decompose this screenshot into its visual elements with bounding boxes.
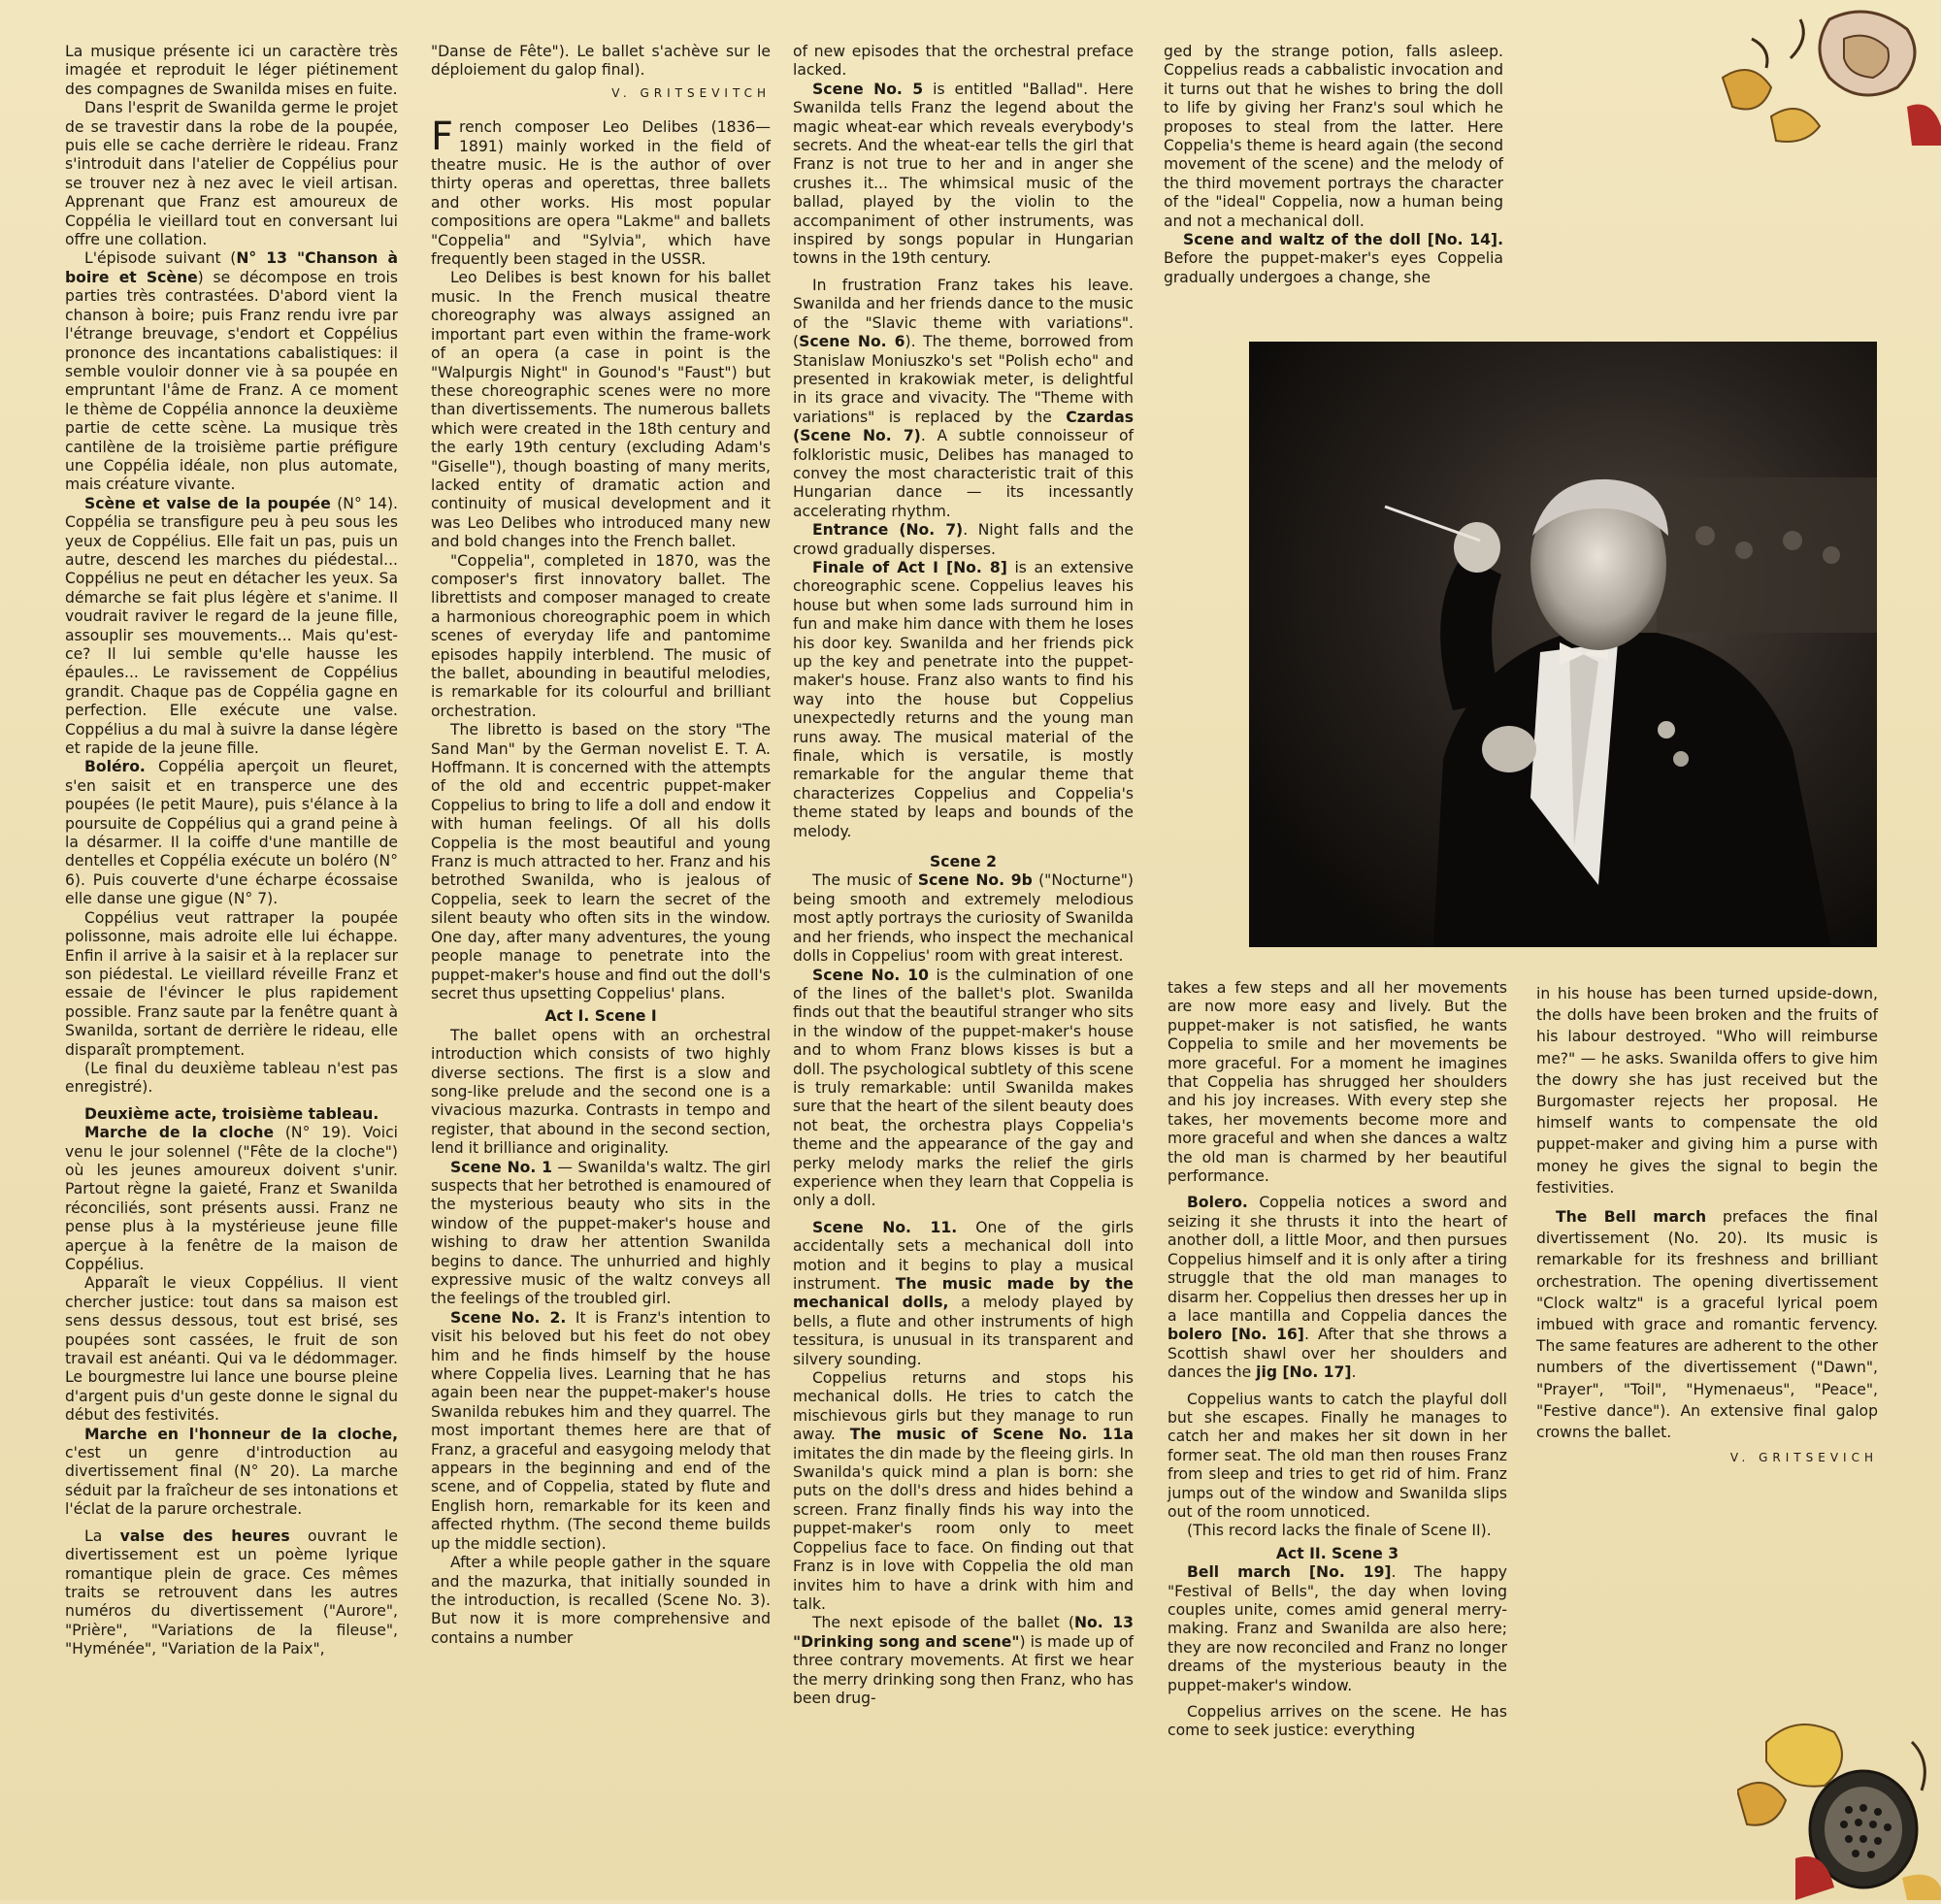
paragraph: Coppelius returns and stops his mechanical dolls. He tries to catch the mischievous girls but they manage to run away. The music of Scene No. 11a imitates the din made by the fleeing girls. In Swanilda's quick mind a plan is born: she puts on the doll's dress and hides behind a screen. Franz finally finds his way into the puppet-maker's room only to meet Coppelius face to face. On finding out that Franz is in love with Coppelia the old man invites him to have a drink with him and talk. <box>793 1369 1134 1613</box>
section-heading: Scene 2 <box>929 853 997 871</box>
paragraph: Coppélius veut rattraper la poupée polissonne, mais adroite elle lui échappe. Enfin il arrive à la saisir et à la replacer sur son piédestal. Le vieillard réveille Franz et essaie de l'évincer le plus rapidement possible. Franz saute par la fenêtre quant à Swanilda, sortant de derrière le rideau, elle disparaît promptement. <box>65 908 398 1059</box>
conductor-photo <box>1249 342 1877 947</box>
paragraph: Scene No. 2. It is Franz's intention to visit his beloved but his feet do not obey him and he finds himself by the house where Coppelia lives. Learning that he has again been near the puppet-maker's house Swanilda rebukes him and they quarrel. The most important themes here are that of Franz, a graceful and easygoing melody that appears in the beginning and end of the scene, and of Coppelia, stated by flute and English horn, remarkable for its keen and affected rhythm. (The second theme builds up the middle section). <box>431 1308 771 1553</box>
paragraph: Apparaît le vieux Coppélius. Il vient chercher justice: tout dans sa maison est sens dessus dessous, tout est brisé, ses poupées sont cassées, le fruit de son travail est anéanti. Qui va le dédommager. Le bourgmestre lui lance une bourse pleine d'argent puis d'un geste donne le signal du début des festivités. <box>65 1274 398 1425</box>
paragraph: The ballet opens with an orchestral introduction which consists of two highly diverse sections. The first is a slow and song-like prelude and the second one is a vivacious mazurka. Contrasts in tempo and register, that abound in the second section, lend it brilliance and originality. <box>431 1026 771 1158</box>
paragraph: (This record lacks the finale of Scene II). <box>1187 1522 1492 1540</box>
paragraph: French composer Leo Delibes (1836—1891) mainly worked in the field of theatre music. He is the author of over thirty operas and operettas, three ballets and other works. His most popular compositions are opera "Lakme" and ballets "Coppelia" and "Sylvia", which have frequently been staged in the USSR. <box>431 115 771 269</box>
paragraph: Scene No. 5 is entitled "Ballad". Here Swanilda tells Franz the legend about the magic wheat-ear which reveals everybody's secrets. And the wheat-ear tells the girl that Franz is not true to her and in anger she crushes it... The whimsical music of the ballad, played by the violin to the accompaniment of other instruments, was inspired by songs popular in Hungarian towns in the 19th century. <box>793 80 1135 268</box>
paragraph: Dans l'esprit de Swanilda germe le projet de se travestir dans la robe de la poupée, puis elle se cache derrière le rideau. Franz s'introduit dans l'atelier de Coppélius pour se trouver nez à nez avec le vieil artisan. Apprenant que Franz est amoureux de Coppélia le vieillard tout en conversant lui offre une collation. <box>65 99 398 249</box>
section-heading: Act II. Scene 3 <box>1275 1544 1399 1562</box>
paragraph: of new episodes that the orchestral preface lacked. <box>793 43 1134 80</box>
floral-ornament-bottom <box>1737 1703 1941 1900</box>
column-2 <box>431 43 771 1648</box>
paragraph: ged by the strange potion, falls asleep. Coppelius reads a cabbalistic invocation and it turns out that he wishes to bring the doll to life by giving her Franz's soul which he proposes to steal from the latter. Here Coppelia's theme is heard again (the second movement of the scene) and the melody of the third movement portrays the character of the "ideal" Coppelia, now a human being and not a mechanical doll. <box>1164 43 1503 230</box>
paragraph: The music of Scene No. 9b ("Nocturne") being smooth and extremely melodious most aptly portrays the curiosity of Swanilda and her friends, who inspect the mechanical dolls in Coppelius' room with great interest. <box>793 871 1134 966</box>
paragraph: Finale of Act I [No. 8] is an extensive choreographic scene. Coppelius leaves his house but when some lads surround him in fun and make him dance with them he loses his door key. Swanilda and her friends pick up the key and penetrate into the puppet-maker's house. Franz also wants to find his way into the house but Coppelius unexpectedly returns and the young man runs away. The musical material of the finale, which is versatile, is mostly remarkable for the angular theme that characterizes Coppelius and Coppelia's theme stated by leaps and bounds of the melody. <box>793 558 1135 840</box>
paragraph: After a while people gather in the square and the mazurka, that initially sounded in the introduction, is recalled (Scene No. 3). But now it is more comprehensive and contains a number <box>431 1554 771 1647</box>
floral-ornament-top <box>1713 0 1941 146</box>
column-french-1 <box>65 43 398 1659</box>
paragraph: The Bell march prefaces the final divertissement (No. 20). Its music is remarkable for its freshness and brilliant orchestration. The opening divertissement "Clock waltz" is a graceful lyrical poem imbued with grace and romantic fervency. The same features are adherent to the other numbers of the divertissement ("Dawn", "Prayer", "Toil", "Hymenaeus", "Peace", "Festive dance"). An extensive final galop crowns the ballet. <box>1536 1208 1878 1442</box>
paragraph: Boléro. Coppélia aperçoit un fleuret, s'en saisit et en transperce une des poupées (le petit Maure), puis s'élance à la poursuite de Coppélius qui a grand peine à la désarmer. Il la coiffe d'une mantille de dentelles et Coppélia exécute un boléro (N° 6). Puis couverte d'une écharpe écossaise elle danse une gigue (N° 7). <box>65 758 398 908</box>
paragraph: Coppelius arrives on the scene. He has come to seek justice: everything <box>1168 1703 1507 1740</box>
paragraph: (Le final du deuxième tableau n'est pas enregistré). <box>65 1059 398 1097</box>
paragraph: Scene No. 11. One of the girls accidentally sets a mechanical doll into motion and it begins to play a musical instrument. The music made by the mechanical dolls, a melody played by bells, a flute and other instruments of high tessitura, is unusual in its transparent and silvery sounding. <box>793 1218 1134 1368</box>
paragraph: "Coppelia", completed in 1870, was the composer's first innovatory ballet. The librettists and composer managed to create a harmonious choreographic poem in which scenes of everyday life and pantomime episodes happily interblend. The music of the ballet, abounding in beautiful melodies, is remarkable for its colourful and brilliant orchestration. <box>431 551 771 720</box>
column-4-bottom <box>1168 979 1507 1741</box>
paragraph: In frustration Franz takes his leave. Swanilda and her friends dance to the music of the "Slavic theme with variations". (Scene No. 6). The theme, borrowed from Stanislaw Moniuszko's set "Polish echo" and presented in krakowiak meter, is delightful in its grace and vivacity. The "Theme with variations" is replaced by the Czardas (Scene No. 7). A subtle connoisseur of folkloristic music, Delibes has managed to convey the most characteristic trait of this Hungarian dance — its incessantly accelerating rhythm. <box>793 276 1135 520</box>
paragraph: Marche de la cloche (N° 19). Voici venu le jour solennel ("Fête de la cloche") où les jeunes amoureux doivent s'unir. Partout règne la gaieté, Franz et Swanilda réconciliés, sont présents aussi. Franz ne pense plus à la mystérieuse jeune fille aperçue à la fenêtre de la maison de Coppélius. <box>65 1124 398 1273</box>
paragraph: Bolero. Coppelia notices a sword and seizing it she thrusts it into the heart of another doll, a little Moor, and then pursues Coppelius himself and it is only after a tiring struggle that the old man manages to disarm her. Coppelius then dresses her up in a lace mantilla and Coppelia dances the bolero [No. 16]. After that she throws a Scottish shawl over her shoulders and dances the jig [No. 17]. <box>1168 1194 1508 1382</box>
column-3 <box>793 43 1134 1708</box>
drop-cap: F <box>431 115 454 160</box>
paragraph: The next episode of the ballet (No. 13 "Drinking song and scene") is made up of three contrary movements. At first we hear the merry drinking song then Franz, who has been drug- <box>793 1614 1135 1707</box>
paragraph: La valse des heures ouvrant le divertissement est un poème lyrique romantique plein de grace. Ces mêmes traits se retrouvent dans les autres numéros du divertissement ("Aurore", "Prière", "Variations de la fileuse", "Hyménée", "Variation de la Paix", <box>65 1526 398 1658</box>
paragraph: Coppelius wants to catch the playful doll but she escapes. Finally he manages to catch her and makes her sit down in her former seat. The old man then rouses Franz from sleep and tries to get rid of him. Franz jumps out of the window and Swanilda slips out of the room unnoticed. <box>1168 1390 1507 1521</box>
paragraph: Bell march [No. 19]. The happy "Festival of Bells", the day when loving couples unite, comes amid general merry-making. Franz and Swanilda are also here; they are now reconciled and Franz no longer dreams of the mysterious beauty in the puppet-maker's window. <box>1168 1563 1507 1694</box>
signature: V. GRITSEVITCH <box>611 85 771 100</box>
paragraph: Marche en l'honneur de la cloche, c'est un genre d'introduction au divertissement final (N° 20). La marche séduit par la fraîcheur de ses intonations et l'éclat de la parure orchestrale. <box>65 1425 398 1519</box>
paragraph: Scène et valse de la poupée (N° 14). Coppélia se transfigure peu à peu sous les yeux de Coppélius. Elle fait un pas, puis un autre, descend les marches du piédestal... Coppélius ne peut en détacher les yeux. Sa démarche se fait plus légère et s'anime. Il voudrait raviver le regard de la jeune fille, assouplir ses mouvements... Mais qu'est-ce? Il lui semble qu'elle hausse les épaules... Le ravissement de Coppélius grandit. Chaque pas de Coppélia gagne en perfection. Elle exécute une valse. Coppélius a du mal à suivre la danse légère et rapide de la jeune fille. <box>65 494 398 758</box>
paragraph: takes a few steps and all her movements are now more easy and lively. But the puppet-maker is not satisfied, he wants Coppelia to smile and her movements be more graceful. For a moment he imagines that Coppelia has shrugged her shoulders and his joy increases. With every step she takes, her movements become more and more graceful and when she dances a waltz the old man is charmed by her beautiful performance. <box>1168 979 1507 1186</box>
paragraph: Scene No. 10 is the culmination of one of the lines of the ballet's plot. Swanilda finds out that the beautiful stranger who sits in the window of the puppet-maker's house and to whom Franz blows kisses is but a doll. The psychological subtlety of this scene is truly remarkable: until Swanilda makes sure that the heart of the silent beauty does not beat, the orchestra plays Coppelia's theme and the appearance of the gay and perky melody marks the relief the girls experience when they learn that Coppelia is only a doll. <box>793 966 1134 1210</box>
paragraph: in his house has been turned upside-down, the dolls have been broken and the fruits of his labour destroyed. "Who will reimburse me?" — he asks. Swanilda offers to give him the dowry she has just received but the Burgomaster rejects her proposal. He himself wants to compensate the old puppet-maker and giving him a purse with money he gives the signal to begin the festivities. <box>1536 985 1878 1197</box>
paragraph: The libretto is based on the story "The Sand Man" by the German novelist E. T. A. Hoffmann. It is concerned with the attempts of the old and eccentric puppet-maker Coppelius to bring to life a doll and endow it with human feelings. Of all his dolls Coppelia is the most beautiful and young Franz is much attracted to her. Franz and his betrothed Swanilda, who is jealous of Coppelia, seek to learn the secret of the silent beauty who often sits in the window. One day, after many adventures, the young people manage to penetrate into the puppet-maker's house and find out the doll's secret thus upsetting Coppelius' plans. <box>431 721 771 1002</box>
paragraph: Scene and waltz of the doll [No. 14]. Before the puppet-maker's eyes Coppelia gradually undergoes a change, she <box>1164 231 1503 286</box>
paragraph: "Danse de Fête"). Le ballet s'achève sur le déploiement du galop final). <box>431 43 771 80</box>
flower-icon <box>1713 0 1941 146</box>
signature: V. GRITSEVICH <box>1729 1451 1878 1465</box>
section-heading: Deuxième acte, troisième tableau. <box>84 1104 379 1123</box>
paragraph: La musique présente ici un caractère très imagée et reproduit le léger piétinement des compagnes de Swanilda mises en fuite. <box>65 43 398 98</box>
paragraph: Leo Delibes is best known for his ballet music. In the French musical theatre choreography was always assigned an important part even within the frame-work of an opera (a case in point is the "Walpurgis Night" in Gounod's "Faust") but these choreographic scenes were no more than divertissements. The numerous ballets which were created in the 18th century and the early 19th century (excluding Adam's "Giselle"), though boasting of many merits, lacked entity of dramatic action and continuity of musical development and it was Leo Delibes who introduced many new and bold changes into the French ballet. <box>431 269 771 551</box>
paragraph: Entrance (No. 7). Night falls and the crowd gradually disperses. <box>793 521 1134 558</box>
column-5 <box>1536 983 1878 1468</box>
flower-icon <box>1737 1703 1941 1900</box>
section-heading: Act I. Scene I <box>544 1007 657 1026</box>
paragraph: L'épisode suivant (N° 13 "Chanson à boire et Scène) se décompose en trois parties très contrastées. D'abord vient la chanson à boire; puis Franz rendu ivre par l'étrange breuvage, s'endort et Coppélius prononce des incantations cabalistiques: il semble vouloir donner vie à sa poupée en empruntant l'âme de Franz. A ce moment le thème de Coppélia annonce la deuxième partie de cette scène. La musique très cantilène de la troisième partie préfigure une Coppélia idéale, non plus automate, mais créature vivante. <box>65 249 398 494</box>
conductor-photo-image <box>1249 342 1877 947</box>
column-4-top <box>1164 43 1503 287</box>
paragraph: Scene No. 1 — Swanilda's waltz. The girl suspects that her betrothed is enamoured of the mysterious beauty who sits in the window of the puppet-maker's house and wishing to draw her attention Swanilda begins to dance. The unhurried and highly expressive music of the waltz conveys all the feelings of the troubled girl. <box>431 1158 772 1308</box>
